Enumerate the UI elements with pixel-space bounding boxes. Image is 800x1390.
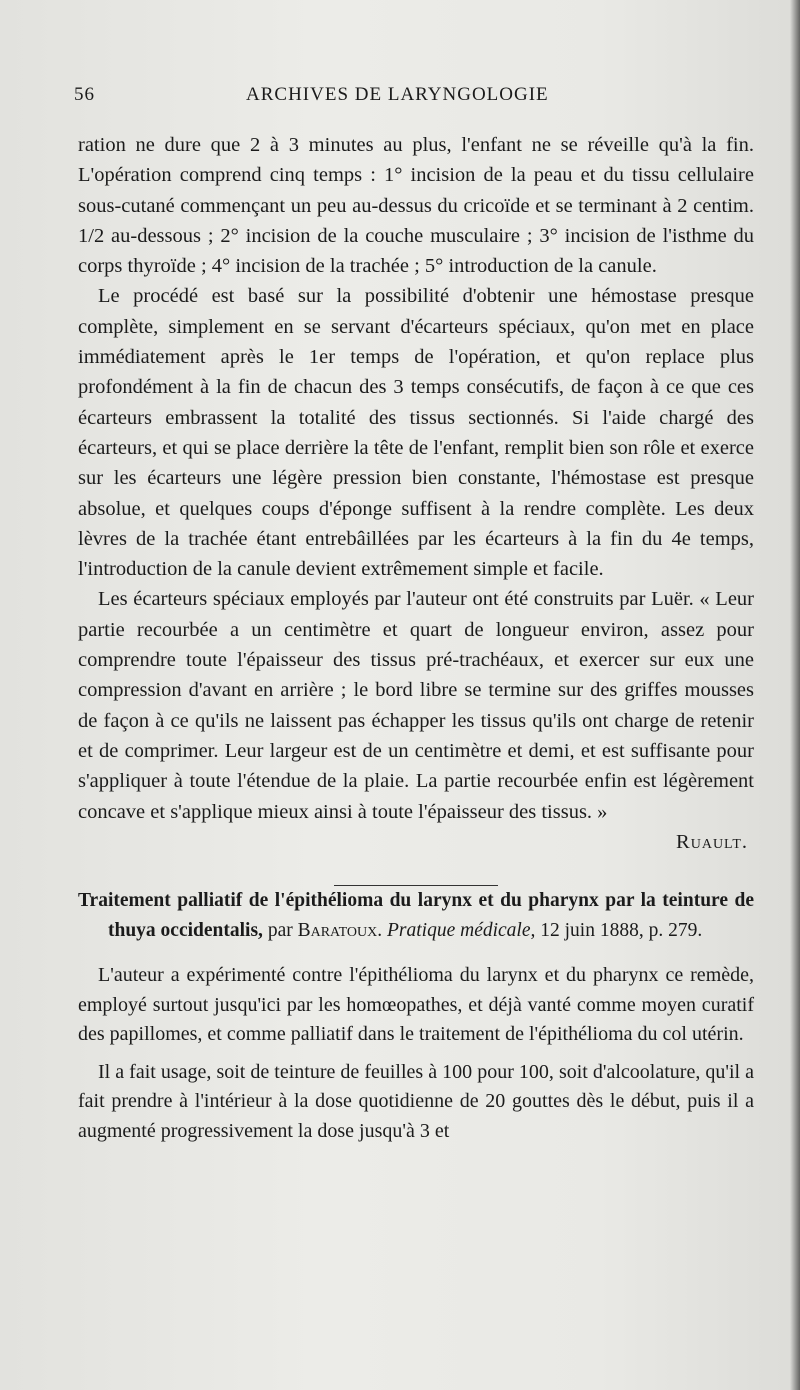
article-title: Traitement palliatif de l'épithélioma du larynx et du pharynx par la teinture de thuya occidentalis, — [78, 890, 754, 941]
article-paragraph: Il a fait usage, soit de teinture de feuilles à 100 pour 100, soit d'alcoolature, qu'il a fait prendre à l'intérieur à la dose quotidienne de 20 gouttes dès le début, puis il a augmenté progressivement la dose jusqu'à 3 et — [78, 1060, 754, 1142]
article-heading — [78, 886, 754, 945]
paragraph-procedure: Le procédé est basé sur la possibilité d'obtenir une hémostase presque complète, simplement en se servant d'écarteurs spéciaux, qu'on met en place immédiatement après le 1er temps de l'opération, et qu'on replace plus profondément à la fin de chacun des 3 temps consécutifs, de façon à ce que ces écarteurs embrassent la totalité des tissus sectionnés. Si l'aide chargé des écarteurs, et qui se place derrière la tête de l'enfant, remplit bien son rôle et exerce sur les écarteurs une légère pression bien constante, l'hémostase est presque absolue, et quelques coups d'éponge suffisent à la rendre complète. Les deux lèvres de la trachée étant entrebâillées par les écarteurs à la fin du 4e temps, l'introduction de la canule devient extrêmement simple et facile. — [78, 285, 754, 581]
paragraph-retractors: Les écarteurs spéciaux employés par l'auteur ont été construits par Luër. « Leur partie recourbée a un centimètre et quart de longueur environ, assez pour comprendre toute l'épaisseur des tissus pré-trachéaux, et exercer sur eux une compression d'avant en arrière ; le bord libre se termine sur des griffes mousses de façon à ce qu'ils ne laissent pas échapper les tissus qu'ils ont charge de retenir et de comprimer. Leur largeur est de un centimètre et demi, et est suffisante pour s'appliquer à toute l'étendue de la plaie. La partie recourbée enfin est légèrement concave et s'applique mieux ainsi à toute l'épaisseur des tissus. » — [78, 588, 754, 823]
article-by: par — [267, 919, 293, 941]
article-body — [78, 961, 754, 1146]
paragraph-continuation: ration ne dure que 2 à 3 minutes au plus, l'enfant ne se réveille qu'à la fin. L'opération comprend cinq temps : 1° incision de la peau et du tissu cellulaire sous-cutané commençant un peu au-dessus du cricoïde et se terminant à 2 centim. 1/2 au-dessous ; 2° incision de la couche musculaire ; 3° incision de l'isthme du corps thyroïde ; 4° incision de la trachée ; 5° introduction de la canule. — [78, 134, 754, 278]
article-journal: Pratique médicale, — [387, 919, 536, 941]
main-text — [78, 130, 754, 1146]
article-author: Baratoux. — [297, 919, 383, 941]
page-number: 56 — [74, 84, 95, 105]
running-title: ARCHIVES DE LARYNGOLOGIE — [246, 84, 549, 105]
article-paragraph: L'auteur a expérimenté contre l'épithélioma du larynx et du pharynx ce remède, employé surtout jusqu'ici par les homœopathes, et déjà vanté comme moyen curatif des papillomes, et comme palliatif dans le traitement de l'épithélioma du col utérin. — [78, 964, 754, 1046]
author-signature: Ruault. — [676, 830, 748, 853]
article-citation: 12 juin 1888, p. 279. — [540, 919, 703, 941]
